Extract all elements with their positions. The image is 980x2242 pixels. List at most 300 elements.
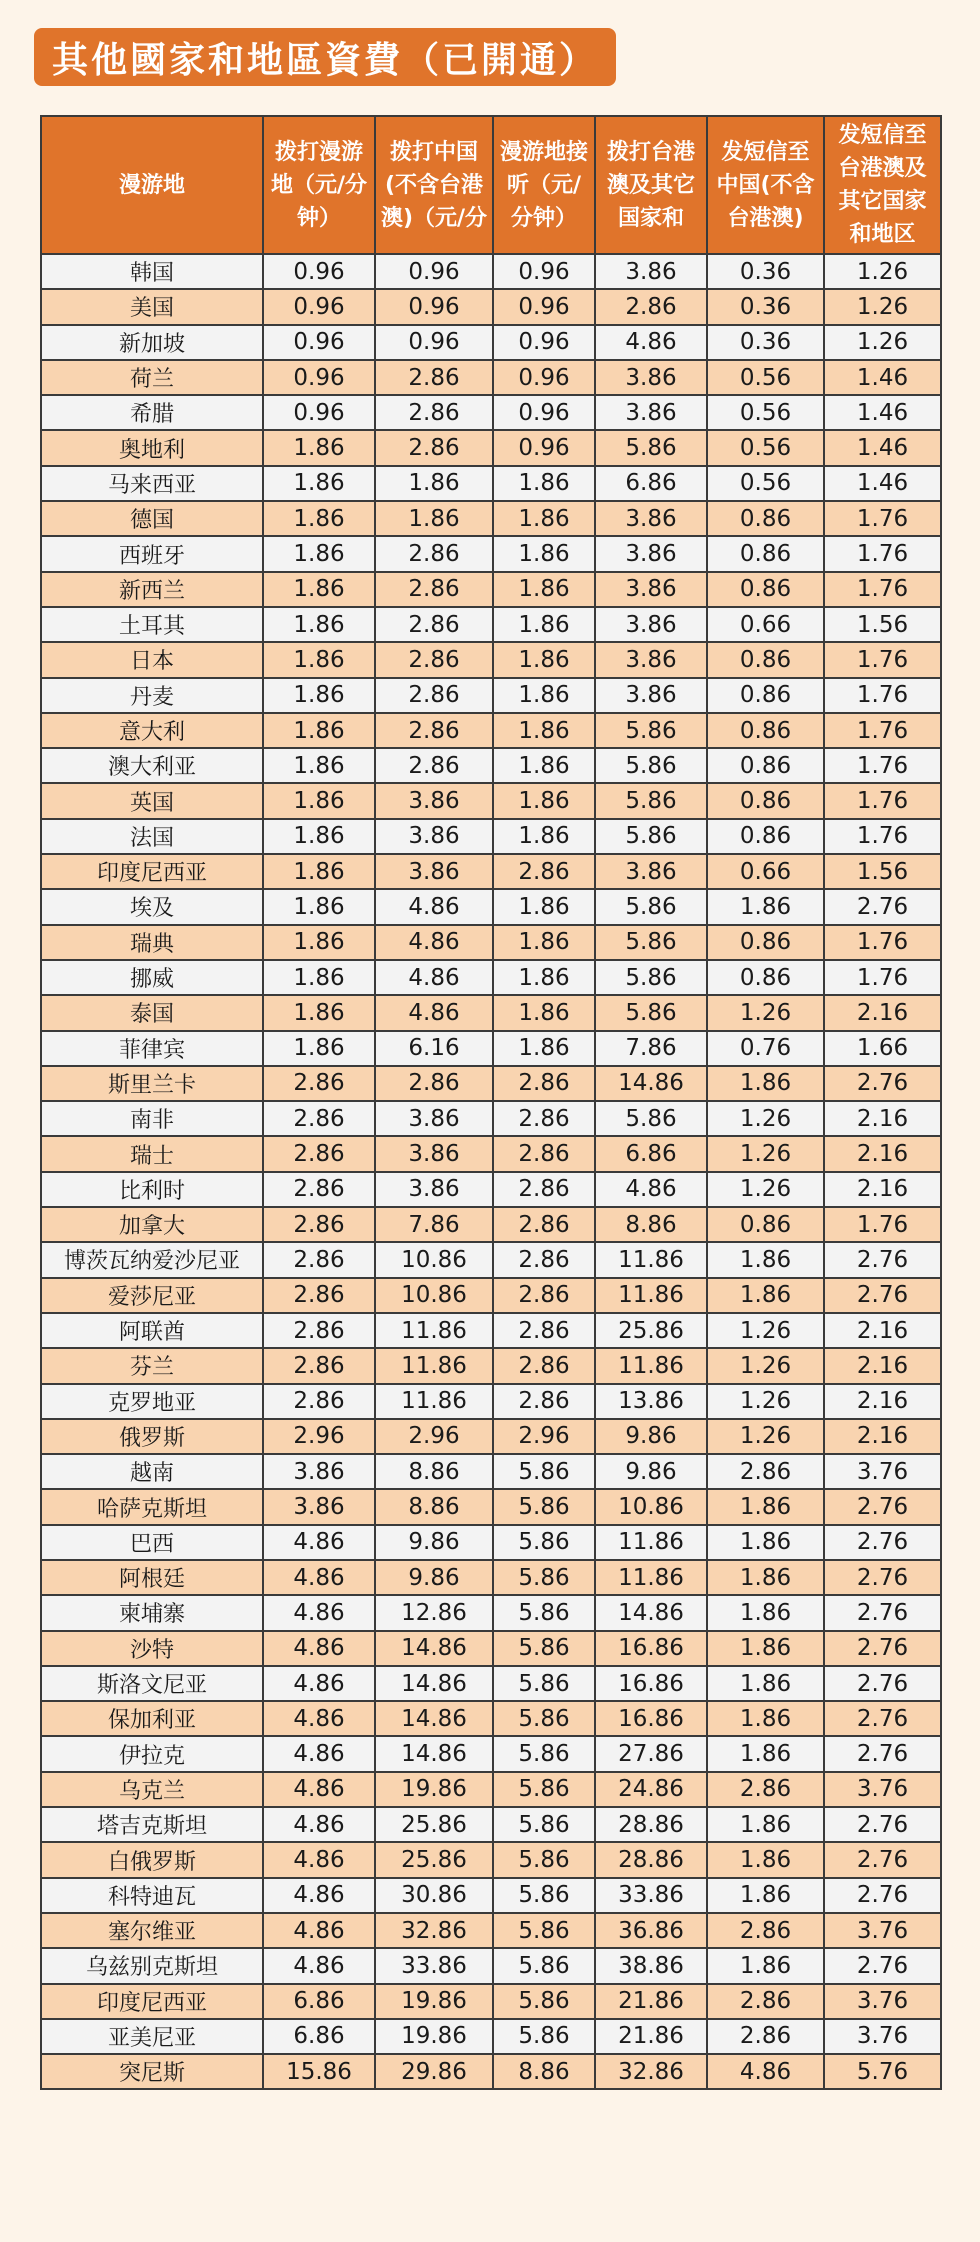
- rate-cell: 32.86: [595, 2054, 707, 2089]
- rate-cell: 1.86: [263, 960, 375, 995]
- country-cell: 菲律宾: [41, 1031, 263, 1066]
- rate-cell: 1.86: [493, 501, 595, 536]
- rate-cell: 10.86: [375, 1242, 493, 1277]
- rate-cell: 1.86: [707, 1242, 824, 1277]
- rate-cell: 1.86: [493, 960, 595, 995]
- table-row: [41, 995, 941, 1030]
- rate-cell: 1.76: [824, 819, 941, 854]
- rate-cell: 2.76: [824, 1736, 941, 1771]
- table-row: [41, 783, 941, 818]
- rate-cell: 5.86: [493, 1701, 595, 1736]
- rate-cell: 1.86: [263, 607, 375, 642]
- table-row: [41, 1101, 941, 1136]
- country-cell: 保加利亚: [41, 1701, 263, 1736]
- rate-cell: 0.96: [493, 395, 595, 430]
- rate-cell: 2.86: [493, 1136, 595, 1171]
- rate-cell: 3.86: [595, 572, 707, 607]
- rate-cell: 1.26: [824, 289, 941, 324]
- table-row: [41, 360, 941, 395]
- rate-cell: 1.86: [707, 1666, 824, 1701]
- rate-cell: 1.86: [263, 678, 375, 713]
- rate-cell: 1.86: [707, 1489, 824, 1524]
- table-row: [41, 1631, 941, 1666]
- rate-cell: 1.86: [707, 1066, 824, 1101]
- rate-cell: 2.76: [824, 1701, 941, 1736]
- rate-cell: 4.86: [263, 1560, 375, 1595]
- rate-cell: 33.86: [375, 1948, 493, 1983]
- rate-cell: 3.76: [824, 1454, 941, 1489]
- table-row: [41, 1807, 941, 1842]
- table-row: [41, 254, 941, 289]
- rate-cell: 3.86: [595, 678, 707, 713]
- rate-cell: 1.86: [493, 1031, 595, 1066]
- table-row: [41, 642, 941, 677]
- rate-cell: 2.86: [263, 1278, 375, 1313]
- rate-cell: 1.86: [493, 678, 595, 713]
- country-cell: 印度尼西亚: [41, 854, 263, 889]
- rate-cell: 0.66: [707, 854, 824, 889]
- table-row: [41, 1136, 941, 1171]
- rate-cell: 1.86: [493, 713, 595, 748]
- rate-cell: 1.86: [493, 925, 595, 960]
- country-cell: 俄罗斯: [41, 1419, 263, 1454]
- rate-cell: 1.86: [707, 1560, 824, 1595]
- rate-cell: 4.86: [375, 889, 493, 924]
- table-row: [41, 1595, 941, 1630]
- table-row: [41, 1842, 941, 1877]
- rate-cell: 5.86: [493, 1666, 595, 1701]
- rate-cell: 1.76: [824, 783, 941, 818]
- rate-cell: 3.86: [375, 783, 493, 818]
- rate-cell: 0.96: [263, 254, 375, 289]
- table-row: [41, 501, 941, 536]
- rate-cell: 33.86: [595, 1878, 707, 1913]
- rate-cell: 1.86: [263, 925, 375, 960]
- rate-cell: 0.96: [493, 289, 595, 324]
- roaming-rates-table: [40, 115, 942, 2090]
- table-row: [41, 1031, 941, 1066]
- country-cell: 德国: [41, 501, 263, 536]
- rate-cell: 5.86: [595, 819, 707, 854]
- rate-cell: 1.86: [707, 1595, 824, 1630]
- rate-cell: 1.76: [824, 678, 941, 713]
- rate-cell: 2.86: [493, 1172, 595, 1207]
- rate-cell: 27.86: [595, 1736, 707, 1771]
- rate-cell: 4.86: [263, 1772, 375, 1807]
- rate-cell: 2.86: [375, 678, 493, 713]
- rate-cell: 6.16: [375, 1031, 493, 1066]
- rate-cell: 1.86: [493, 607, 595, 642]
- rate-cell: 2.86: [707, 1913, 824, 1948]
- rate-cell: 2.86: [375, 748, 493, 783]
- rate-cell: 2.86: [263, 1172, 375, 1207]
- rate-cell: 2.86: [493, 854, 595, 889]
- rate-cell: 28.86: [595, 1842, 707, 1877]
- rate-cell: 0.86: [707, 925, 824, 960]
- country-cell: 美国: [41, 289, 263, 324]
- country-cell: 哈萨克斯坦: [41, 1489, 263, 1524]
- rate-cell: 2.86: [263, 1101, 375, 1136]
- table-row: [41, 430, 941, 465]
- rate-cell: 2.76: [824, 1631, 941, 1666]
- table-row: [41, 889, 941, 924]
- rate-cell: 1.46: [824, 395, 941, 430]
- rate-cell: 0.56: [707, 360, 824, 395]
- rate-cell: 2.86: [263, 1384, 375, 1419]
- rate-cell: 5.86: [595, 713, 707, 748]
- country-cell: 亚美尼亚: [41, 2019, 263, 2054]
- table-row: [41, 1066, 941, 1101]
- rate-cell: 7.86: [595, 1031, 707, 1066]
- rate-cell: 4.86: [707, 2054, 824, 2089]
- header-sms-china: 发短信至中国(不含台港澳): [707, 116, 824, 254]
- rate-cell: 2.76: [824, 1807, 941, 1842]
- rate-cell: 2.16: [824, 1419, 941, 1454]
- rate-cell: 2.86: [375, 713, 493, 748]
- rate-cell: 5.86: [595, 889, 707, 924]
- rate-cell: 29.86: [375, 2054, 493, 2089]
- country-cell: 奥地利: [41, 430, 263, 465]
- header-sms-other: 发短信至台港澳及其它国家和地区: [824, 116, 941, 254]
- rate-cell: 5.86: [595, 925, 707, 960]
- rate-cell: 19.86: [375, 1772, 493, 1807]
- country-cell: 埃及: [41, 889, 263, 924]
- rate-cell: 1.86: [707, 1525, 824, 1560]
- country-cell: 希腊: [41, 395, 263, 430]
- page-title-banner: [34, 28, 616, 86]
- table-row: [41, 536, 941, 571]
- table-row: [41, 607, 941, 642]
- rate-cell: 1.26: [824, 254, 941, 289]
- rate-cell: 5.86: [493, 2019, 595, 2054]
- rate-cell: 9.86: [595, 1419, 707, 1454]
- rate-cell: 3.86: [595, 395, 707, 430]
- rate-cell: 5.86: [493, 1525, 595, 1560]
- rate-cell: 4.86: [595, 1172, 707, 1207]
- rate-cell: 28.86: [595, 1807, 707, 1842]
- rate-cell: 5.86: [595, 748, 707, 783]
- rate-cell: 2.86: [263, 1313, 375, 1348]
- rate-cell: 2.16: [824, 1136, 941, 1171]
- country-cell: 英国: [41, 783, 263, 818]
- table-row: [41, 713, 941, 748]
- rate-cell: 5.86: [493, 1772, 595, 1807]
- country-cell: 博茨瓦纳爱沙尼亚: [41, 1242, 263, 1277]
- rate-cell: 8.86: [375, 1454, 493, 1489]
- rate-cell: 5.86: [493, 1984, 595, 2019]
- rate-cell: 2.16: [824, 1384, 941, 1419]
- rate-cell: 0.86: [707, 642, 824, 677]
- rate-cell: 2.86: [263, 1242, 375, 1277]
- rate-cell: 3.76: [824, 1984, 941, 2019]
- country-cell: 澳大利亚: [41, 748, 263, 783]
- header-call-local: 拨打漫游地（元/分钟）: [263, 116, 375, 254]
- rate-cell: 2.76: [824, 1842, 941, 1877]
- table-row: [41, 1419, 941, 1454]
- rate-cell: 32.86: [375, 1913, 493, 1948]
- rate-cell: 11.86: [595, 1242, 707, 1277]
- rate-cell: 2.86: [263, 1136, 375, 1171]
- rate-cell: 5.86: [595, 960, 707, 995]
- rate-cell: 1.86: [263, 783, 375, 818]
- rate-cell: 0.96: [493, 254, 595, 289]
- rate-cell: 1.86: [707, 1278, 824, 1313]
- rate-cell: 1.76: [824, 748, 941, 783]
- rate-cell: 0.86: [707, 960, 824, 995]
- rate-cell: 2.86: [707, 1984, 824, 2019]
- rate-cell: 1.26: [707, 1384, 824, 1419]
- table-row: [41, 1525, 941, 1560]
- table-row: [41, 1384, 941, 1419]
- rate-cell: 3.86: [375, 1101, 493, 1136]
- rate-cell: 14.86: [375, 1666, 493, 1701]
- rate-cell: 9.86: [595, 1454, 707, 1489]
- page-title: 其他國家和地區資費（已開通）: [52, 39, 599, 81]
- rate-cell: 2.96: [375, 1419, 493, 1454]
- rate-cell: 2.86: [493, 1242, 595, 1277]
- country-cell: 泰国: [41, 995, 263, 1030]
- rate-cell: 3.86: [595, 254, 707, 289]
- rate-cell: 3.86: [375, 1136, 493, 1171]
- rate-cell: 4.86: [263, 1948, 375, 1983]
- table-row: [41, 2019, 941, 2054]
- rate-cell: 1.26: [707, 1136, 824, 1171]
- rate-cell: 1.86: [493, 572, 595, 607]
- rate-cell: 3.86: [595, 501, 707, 536]
- rate-cell: 4.86: [263, 1595, 375, 1630]
- rate-cell: 1.86: [707, 1948, 824, 1983]
- country-cell: 斯洛文尼亚: [41, 1666, 263, 1701]
- rate-cell: 4.86: [263, 1842, 375, 1877]
- rate-cell: 0.36: [707, 289, 824, 324]
- rate-cell: 5.86: [493, 1489, 595, 1524]
- rate-cell: 1.56: [824, 607, 941, 642]
- rate-cell: 1.26: [707, 1101, 824, 1136]
- table-row: [41, 466, 941, 501]
- rate-cell: 5.86: [493, 1631, 595, 1666]
- rate-cell: 25.86: [375, 1842, 493, 1877]
- country-cell: 突尼斯: [41, 2054, 263, 2089]
- country-cell: 伊拉克: [41, 1736, 263, 1771]
- rate-cell: 0.96: [375, 325, 493, 360]
- rate-cell: 19.86: [375, 1984, 493, 2019]
- rate-cell: 5.86: [493, 1948, 595, 1983]
- country-cell: 柬埔寨: [41, 1595, 263, 1630]
- rate-cell: 6.86: [595, 466, 707, 501]
- rate-cell: 1.76: [824, 642, 941, 677]
- rate-cell: 3.86: [263, 1454, 375, 1489]
- rate-cell: 1.86: [263, 819, 375, 854]
- rate-cell: 0.56: [707, 430, 824, 465]
- rate-cell: 2.76: [824, 1489, 941, 1524]
- header-call-china: 拨打中国(不含台港澳)（元/分: [375, 116, 493, 254]
- rate-cell: 1.26: [707, 1348, 824, 1383]
- rate-cell: 5.86: [595, 995, 707, 1030]
- rate-cell: 0.96: [263, 289, 375, 324]
- rate-cell: 1.86: [493, 889, 595, 924]
- table-row: [41, 925, 941, 960]
- rate-cell: 2.76: [824, 1560, 941, 1595]
- rate-cell: 2.86: [595, 289, 707, 324]
- country-cell: 瑞典: [41, 925, 263, 960]
- rate-cell: 0.96: [375, 289, 493, 324]
- rate-cell: 3.86: [595, 642, 707, 677]
- rate-cell: 0.86: [707, 1207, 824, 1242]
- rate-cell: 9.86: [375, 1560, 493, 1595]
- rate-cell: 0.36: [707, 325, 824, 360]
- rate-cell: 2.16: [824, 1313, 941, 1348]
- rate-cell: 1.76: [824, 713, 941, 748]
- country-cell: 乌兹别克斯坦: [41, 1948, 263, 1983]
- table-row: [41, 748, 941, 783]
- rate-cell: 1.26: [824, 325, 941, 360]
- table-row: [41, 1772, 941, 1807]
- rate-cell: 4.86: [263, 1525, 375, 1560]
- rate-cell: 5.86: [595, 430, 707, 465]
- header-roaming-location: 漫游地: [41, 116, 263, 254]
- rate-cell: 5.86: [493, 1454, 595, 1489]
- rate-cell: 2.86: [493, 1384, 595, 1419]
- rate-cell: 0.86: [707, 572, 824, 607]
- rate-cell: 2.86: [493, 1207, 595, 1242]
- rate-cell: 5.86: [595, 783, 707, 818]
- rate-cell: 4.86: [375, 925, 493, 960]
- rate-cell: 2.76: [824, 1666, 941, 1701]
- rate-cell: 2.16: [824, 1172, 941, 1207]
- country-cell: 科特迪瓦: [41, 1878, 263, 1913]
- country-cell: 塔吉克斯坦: [41, 1807, 263, 1842]
- rate-cell: 2.76: [824, 1878, 941, 1913]
- rate-cell: 1.76: [824, 1207, 941, 1242]
- rate-cell: 11.86: [595, 1348, 707, 1383]
- rate-cell: 1.86: [263, 642, 375, 677]
- rate-cell: 2.86: [375, 572, 493, 607]
- table-row: [41, 1348, 941, 1383]
- rate-cell: 4.86: [263, 1913, 375, 1948]
- rate-cell: 1.76: [824, 536, 941, 571]
- country-cell: 印度尼西亚: [41, 1984, 263, 2019]
- rate-cell: 25.86: [375, 1807, 493, 1842]
- rate-cell: 1.86: [707, 1631, 824, 1666]
- rate-cell: 10.86: [595, 1489, 707, 1524]
- rate-cell: 0.96: [263, 325, 375, 360]
- rate-cell: 2.86: [375, 642, 493, 677]
- rate-cell: 0.96: [493, 325, 595, 360]
- rate-cell: 1.86: [263, 1031, 375, 1066]
- country-cell: 韩国: [41, 254, 263, 289]
- country-cell: 土耳其: [41, 607, 263, 642]
- rate-cell: 2.16: [824, 1348, 941, 1383]
- rate-cell: 3.86: [595, 854, 707, 889]
- rate-cell: 2.76: [824, 1525, 941, 1560]
- country-cell: 荷兰: [41, 360, 263, 395]
- rate-cell: 1.86: [263, 748, 375, 783]
- rate-cell: 0.96: [493, 360, 595, 395]
- rate-cell: 11.86: [375, 1384, 493, 1419]
- rate-cell: 30.86: [375, 1878, 493, 1913]
- rate-cell: 14.86: [375, 1736, 493, 1771]
- rate-cell: 4.86: [263, 1701, 375, 1736]
- rate-cell: 3.86: [595, 607, 707, 642]
- rate-cell: 5.86: [493, 1807, 595, 1842]
- rate-cell: 14.86: [595, 1595, 707, 1630]
- rate-cell: 2.86: [493, 1278, 595, 1313]
- rate-cell: 5.86: [493, 1842, 595, 1877]
- table-row: [41, 819, 941, 854]
- rate-cell: 9.86: [375, 1525, 493, 1560]
- rate-cell: 6.86: [263, 2019, 375, 2054]
- table-row: [41, 1701, 941, 1736]
- rate-cell: 13.86: [595, 1384, 707, 1419]
- country-cell: 塞尔维亚: [41, 1913, 263, 1948]
- rate-cell: 2.16: [824, 995, 941, 1030]
- rate-cell: 11.86: [375, 1348, 493, 1383]
- table-row: [41, 572, 941, 607]
- rate-cell: 2.86: [375, 1066, 493, 1101]
- rate-cell: 16.86: [595, 1666, 707, 1701]
- rate-cell: 1.56: [824, 854, 941, 889]
- rate-cell: 1.86: [263, 713, 375, 748]
- rate-cell: 14.86: [375, 1631, 493, 1666]
- rate-cell: 1.86: [493, 642, 595, 677]
- rate-cell: 11.86: [595, 1560, 707, 1595]
- rate-cell: 0.86: [707, 783, 824, 818]
- rate-cell: 0.86: [707, 678, 824, 713]
- rate-cell: 1.86: [493, 748, 595, 783]
- rate-cell: 2.86: [263, 1066, 375, 1101]
- rate-cell: 1.46: [824, 466, 941, 501]
- rate-cell: 5.86: [493, 1560, 595, 1595]
- country-cell: 新西兰: [41, 572, 263, 607]
- table-row: [41, 1207, 941, 1242]
- table-row: [41, 1560, 941, 1595]
- rate-cell: 8.86: [375, 1489, 493, 1524]
- rate-cell: 16.86: [595, 1701, 707, 1736]
- table-row: [41, 1984, 941, 2019]
- table-row: [41, 289, 941, 324]
- rate-cell: 11.86: [595, 1278, 707, 1313]
- rate-cell: 1.86: [263, 572, 375, 607]
- rate-cell: 2.86: [375, 360, 493, 395]
- table-row: [41, 1242, 941, 1277]
- rate-cell: 2.96: [493, 1419, 595, 1454]
- rate-cell: 6.86: [263, 1984, 375, 2019]
- rate-cell: 1.86: [263, 889, 375, 924]
- table-row: [41, 395, 941, 430]
- rate-cell: 25.86: [595, 1313, 707, 1348]
- rate-cell: 2.86: [707, 2019, 824, 2054]
- rate-cell: 4.86: [263, 1807, 375, 1842]
- country-cell: 日本: [41, 642, 263, 677]
- rate-cell: 1.26: [707, 1419, 824, 1454]
- rate-cell: 2.86: [375, 607, 493, 642]
- rate-cell: 1.76: [824, 572, 941, 607]
- rate-cell: 5.86: [493, 1913, 595, 1948]
- country-cell: 新加坡: [41, 325, 263, 360]
- rate-cell: 1.86: [493, 783, 595, 818]
- country-cell: 法国: [41, 819, 263, 854]
- table-header-row: [41, 116, 941, 254]
- rate-cell: 2.86: [707, 1772, 824, 1807]
- rate-cell: 4.86: [375, 960, 493, 995]
- rate-cell: 5.86: [493, 1736, 595, 1771]
- country-cell: 阿根廷: [41, 1560, 263, 1595]
- rate-cell: 2.86: [493, 1348, 595, 1383]
- rate-cell: 4.86: [595, 325, 707, 360]
- header-call-other: 拨打台港澳及其它国家和: [595, 116, 707, 254]
- rate-cell: 2.86: [263, 1348, 375, 1383]
- rate-cell: 0.96: [263, 395, 375, 430]
